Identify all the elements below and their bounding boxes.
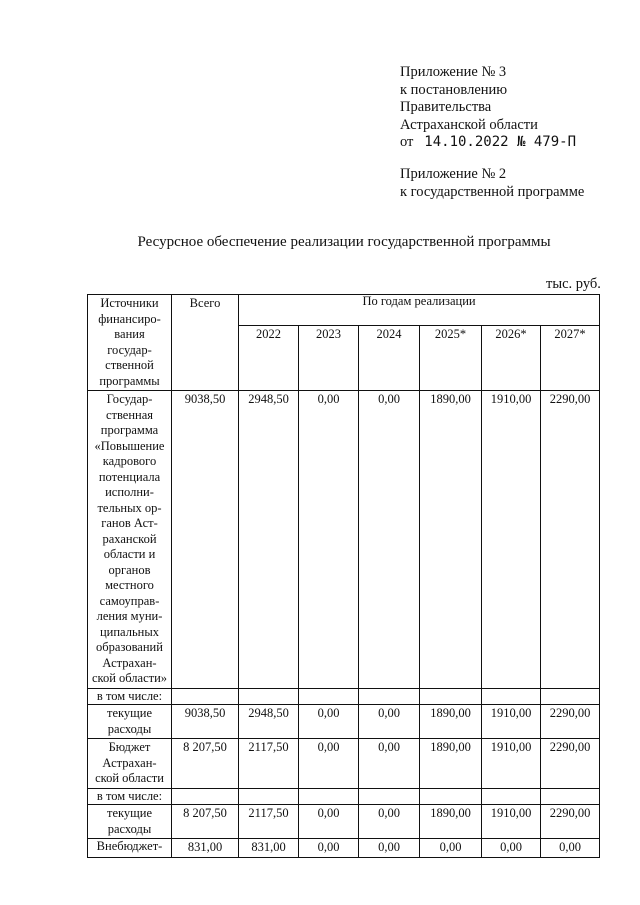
table-row (88, 705, 600, 739)
table-row (88, 788, 600, 805)
cell-value: 0,00 (359, 391, 420, 689)
appendix-3-line: Правительства (400, 99, 492, 115)
cell-value: 0,00 (299, 805, 359, 839)
cell-value: 2948,50 (239, 391, 299, 689)
cell-total: 8 207,50 (172, 805, 239, 839)
cell-value (482, 688, 541, 705)
cell-value: 1890,00 (420, 391, 482, 689)
header-total: Всего (172, 295, 239, 391)
cell-value: 0,00 (299, 739, 359, 789)
cell-value: 0,00 (541, 839, 600, 858)
cell-value (420, 688, 482, 705)
resource-table (87, 294, 600, 858)
cell-value: 2290,00 (541, 705, 600, 739)
header-year: 2022 (239, 326, 299, 391)
row-label: Бюджет Астрахан-ской области (88, 739, 172, 789)
cell-value: 2290,00 (541, 739, 600, 789)
cell-value (359, 688, 420, 705)
date-number-stamp: 14.10.2022 № 479-П (424, 134, 576, 150)
cell-value: 0,00 (299, 839, 359, 858)
cell-value: 831,00 (239, 839, 299, 858)
cell-value: 1910,00 (482, 391, 541, 689)
row-label: в том числе: (88, 688, 172, 705)
date-prefix: от (400, 134, 414, 150)
row-label: Внебюджет- (88, 839, 172, 858)
cell-value: 0,00 (299, 391, 359, 689)
appendix-2-line: к государственной программе (400, 183, 585, 200)
cell-value (482, 788, 541, 805)
cell-value: 0,00 (299, 705, 359, 739)
cell-total (172, 788, 239, 805)
appendix-2-line: Приложение № 2 (400, 166, 507, 182)
cell-value: 1890,00 (420, 805, 482, 839)
header-year: 2026* (482, 326, 541, 391)
cell-value (299, 788, 359, 805)
cell-value (359, 788, 420, 805)
cell-total: 831,00 (172, 839, 239, 858)
appendix-3-line: Приложение № 3 (400, 64, 507, 80)
row-label: в том числе: (88, 788, 172, 805)
appendix-3-date-line (400, 134, 630, 152)
cell-value (541, 688, 600, 705)
cell-value: 2948,50 (239, 705, 299, 739)
row-label: Государ-ственная программа «Повышение кадрового потенциала исполни-тельных ор-ганов Аст-раханской области и органов местного самоуправ-ления муни-ципальных образований Астрахан-ской области» (88, 391, 172, 689)
cell-value (299, 688, 359, 705)
cell-total: 9038,50 (172, 391, 239, 689)
appendix-2-header (400, 166, 630, 201)
header-year: 2027* (541, 326, 600, 391)
cell-total (172, 688, 239, 705)
cell-value (541, 788, 600, 805)
header-year: 2025* (420, 326, 482, 391)
cell-value: 1890,00 (420, 705, 482, 739)
cell-value: 2117,50 (239, 739, 299, 789)
appendix-3-line: к постановлению (400, 81, 508, 98)
table-row (88, 839, 600, 858)
cell-value: 0,00 (359, 805, 420, 839)
header-source: Источники финансиро-вания государ-ственной программы (88, 295, 172, 391)
cell-value: 1910,00 (482, 705, 541, 739)
header-year: 2023 (299, 326, 359, 391)
document-title: Ресурсное обеспечение реализации государственной программы (137, 234, 551, 250)
cell-total: 8 207,50 (172, 739, 239, 789)
table-row (88, 805, 600, 839)
cell-value: 2290,00 (541, 805, 600, 839)
cell-value (239, 688, 299, 705)
appendix-3-header (400, 64, 630, 152)
cell-value: 0,00 (359, 705, 420, 739)
cell-value: 0,00 (420, 839, 482, 858)
cell-value: 1890,00 (420, 739, 482, 789)
table-row (88, 739, 600, 789)
table-header-row (88, 295, 600, 326)
row-label: текущие расходы (88, 805, 172, 839)
cell-value: 2117,50 (239, 805, 299, 839)
cell-value: 0,00 (482, 839, 541, 858)
unit-label: тыс. руб. (546, 276, 601, 292)
cell-value (239, 788, 299, 805)
cell-value: 1910,00 (482, 739, 541, 789)
table-row (88, 688, 600, 705)
cell-value: 0,00 (359, 739, 420, 789)
row-label: текущие расходы (88, 705, 172, 739)
cell-value (420, 788, 482, 805)
header-year: 2024 (359, 326, 420, 391)
cell-value: 2290,00 (541, 391, 600, 689)
table-row (88, 391, 600, 689)
cell-value: 1910,00 (482, 805, 541, 839)
appendix-3-line: Астраханской области (400, 116, 538, 133)
header-years-group: По годам реализации (239, 295, 600, 326)
cell-value: 0,00 (359, 839, 420, 858)
cell-total: 9038,50 (172, 705, 239, 739)
